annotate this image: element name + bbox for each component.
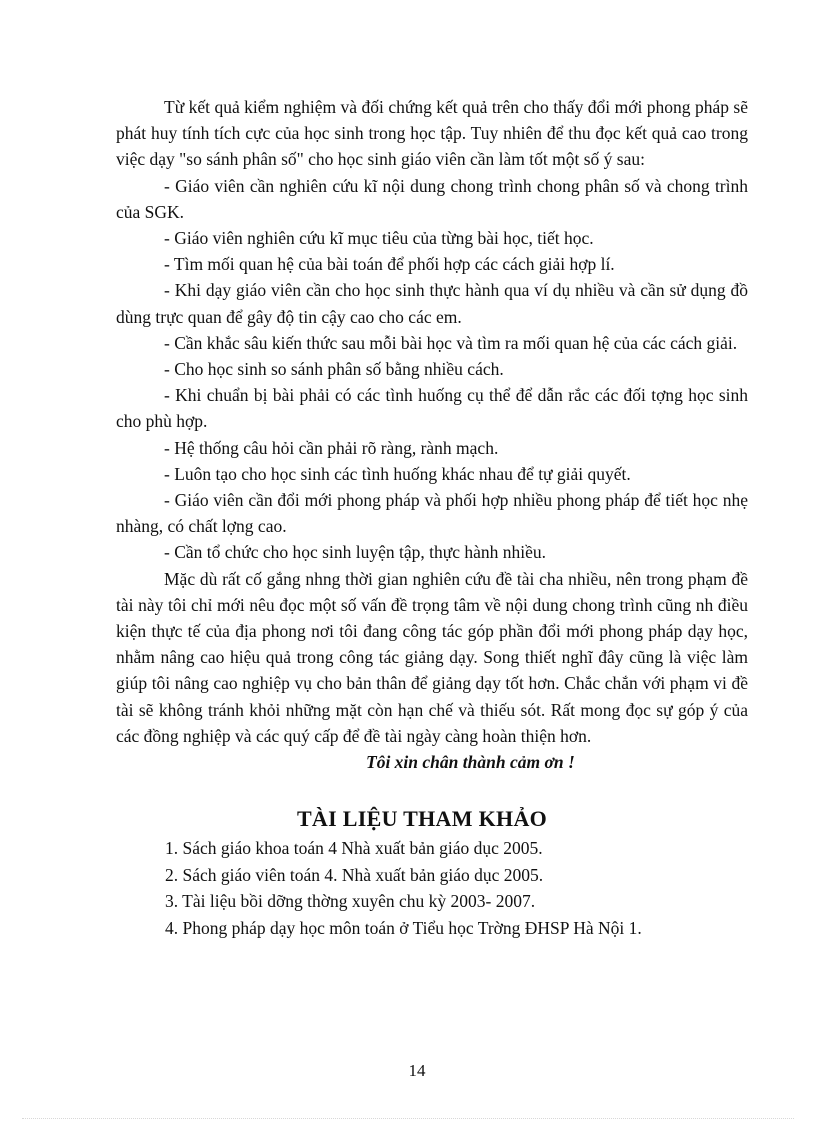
reference-item: 3. Tài liệu bồi dỡng thờng xuyên chu kỳ 2003- 2007. [165, 891, 536, 912]
intro-paragraph: Từ kết quả kiểm nghiệm và đối chứng kết quả trên cho thấy đổi mới phong pháp sẽ phát huy tính tích cực của học sinh trong học tập. Tuy nhiên để thu đọc kết quả cao trong việc dạy "so sánh phân số" cho học sinh giáo viên cần làm tốt một số ý sau: [116, 97, 748, 170]
recommendation-item: - Khi chuẩn bị bài phải có các tình huống cụ thể để dẫn rắc các đối tợng học sinh cho phù hợp. [116, 385, 748, 432]
reference-item: 1. Sách giáo khoa toán 4 Nhà xuất bản giáo dục 2005. [165, 838, 543, 859]
closing-paragraph: Mặc dù rất cố gắng nhng thời gian nghiên cứu đề tài cha nhiều, nên trong phạm đề tài này tôi chỉ mới nêu đọc một số vấn đề trọng tâm về nội dung chong trình cũng nh điều kiện thực tế của địa phong nơi tôi đang công tác góp phần đổi mới phong pháp dạy học, nhằm nâng cao hiệu quả trong công tác giảng dạy. Song thiết nghĩ đây cũng là việc làm giúp tôi nâng cao nghiệp vụ cho bản thân để giảng dạy tốt hơn. Chắc chắn với phạm vi đề tài sẽ không tránh khỏi những mặt còn hạn chế và thiếu sót. Rất mong đọc sự góp ý của các đồng nghiệp và các quý cấp để đề tài ngày càng hoàn thiện hơn. [116, 568, 748, 746]
recommendation-item: - Giáo viên cần nghiên cứu kĩ nội dung chong trình chong phân số và chong trình của SGK. [116, 175, 748, 222]
page-bottom-edge [22, 1118, 794, 1119]
recommendation-item: - Giáo viên nghiên cứu kĩ mục tiêu của từng bài học, tiết học. [164, 228, 594, 249]
page-content [116, 94, 748, 941]
references-title: TÀI LIỆU THAM KHẢO [296, 806, 548, 832]
recommendation-item: - Cho học sinh so sánh phân số bằng nhiều cách. [164, 359, 504, 380]
recommendation-item: - Hệ thống câu hỏi cần phải rõ ràng, rành mạch. [164, 437, 499, 458]
recommendation-item: - Cần tổ chức cho học sinh luyện tập, thực hành nhiều. [164, 542, 547, 563]
recommendation-item: - Luôn tạo cho học sinh các tình huống khác nhau để tự giải quyết. [164, 463, 631, 484]
thanks-line: Tôi xin chân thành cảm ơn ! [366, 752, 575, 773]
page-number: 14 [408, 1061, 426, 1080]
recommendation-item: - Tìm mối quan hệ của bài toán để phối hợp các cách giải hợp lí. [164, 254, 615, 275]
references-list [116, 835, 748, 941]
recommendation-item: - Giáo viên cần đổi mới phong pháp và phối hợp nhiều phong pháp để tiết học nhẹ nhàng, có chất lợng cao. [116, 490, 748, 537]
reference-item: 4. Phong pháp dạy học môn toán ở Tiểu học Trờng ĐHSP Hà Nội 1. [165, 917, 642, 938]
reference-item: 2. Sách giáo viên toán 4. Nhà xuất bản giáo dục 2005. [165, 864, 544, 885]
recommendation-item: - Khi dạy giáo viên cần cho học sinh thực hành qua ví dụ nhiều và cần sử dụng đồ dùng trực quan để gây độ tin cậy cao cho các em. [116, 280, 748, 327]
recommendation-list [116, 173, 748, 566]
recommendation-item: - Cần khắc sâu kiến thức sau mỗi bài học và tìm ra mối quan hệ của các cách giải. [164, 332, 738, 353]
